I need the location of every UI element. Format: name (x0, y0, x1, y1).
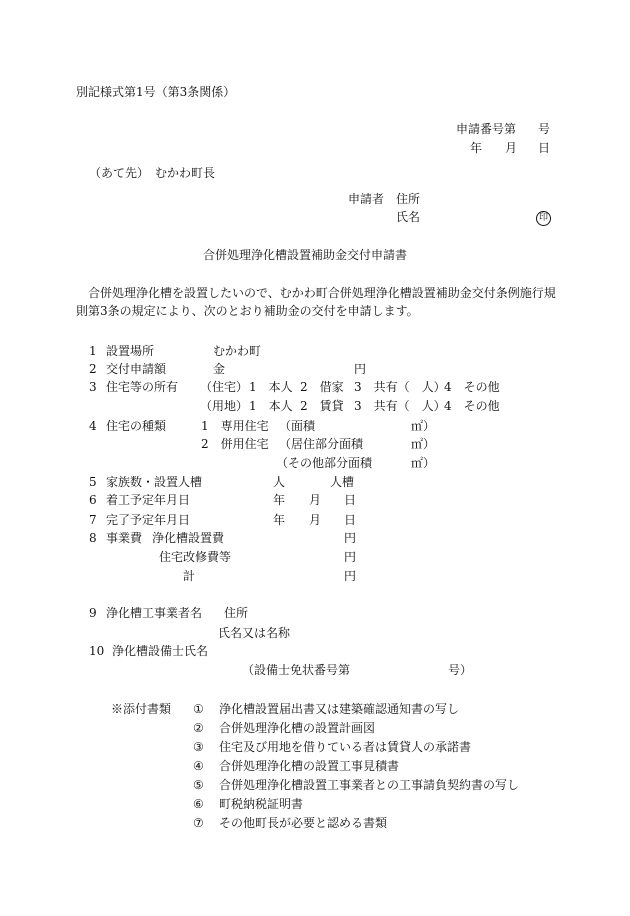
item-3-row1-kind: （住宅） (200, 380, 249, 394)
item-9-name-label: 氏名又は名称 (218, 626, 291, 640)
item-8-number: 8 (89, 531, 97, 545)
application-number-suffix: 号 (538, 122, 551, 136)
addressee: （あて先） むかわ町長 (89, 166, 216, 180)
item-10-license-suffix: 号） (448, 663, 473, 677)
item-4-opt1-unit: ㎡） (411, 419, 436, 433)
item-9-number: 9 (89, 606, 97, 620)
attachment-mark: ① (193, 702, 204, 716)
item-3-row1-opt4: 4 その他 (444, 380, 500, 394)
attachment-text: 浄化槽設置届出書又は建築確認通知書の写し (219, 702, 460, 716)
item-2-prefix: 金 (213, 362, 226, 376)
item-7-number: 7 (89, 513, 97, 527)
attachment-mark: ② (193, 721, 204, 735)
item-5-label: 家族数・設置人槽 (106, 475, 203, 489)
item-3-row1-opt2: 2 借家 (300, 380, 344, 394)
item-4-label: 住宅の種類 (106, 419, 167, 433)
intro-text-line2: 則第3条の規定により、次のとおり補助金の交付を申請します。 (76, 304, 419, 318)
date-month: 月 (505, 141, 518, 155)
item-5-unit-tank: 人槽 (330, 475, 355, 489)
attachment-mark: ⑦ (193, 816, 204, 830)
item-7-label: 完了予定年月日 (106, 513, 191, 527)
item-4-opt2-area: （居住部分面積 (279, 437, 364, 451)
item-8-total-unit: 円 (344, 569, 357, 583)
item-4-opt2-other-area: （その他部分面積 (276, 456, 373, 470)
item-3-row1-opt3: 3 共有（ 人） (354, 380, 446, 394)
item-4-opt1-area: （面積 (279, 419, 316, 433)
item-7-year: 年 (273, 513, 286, 527)
item-6-month: 月 (309, 493, 322, 507)
date-year: 年 (470, 141, 483, 155)
attachment-mark: ⑤ (193, 778, 204, 792)
intro-text-line1: 合併処理浄化槽を設置したいので、むかわ町合併処理浄化槽設置補助金交付条例施行規 (88, 286, 556, 300)
item-6-number: 6 (89, 493, 97, 507)
item-3-row2-opt2: 2 賃貸 (300, 399, 344, 413)
item-2-label: 交付申請額 (106, 362, 167, 376)
item-3-row2-opt4: 4 その他 (444, 399, 500, 413)
item-10-number: 10 (89, 644, 105, 658)
attachment-text: 住宅及び用地を借りている者は賃貸人の承諾書 (219, 740, 472, 754)
item-3-number: 3 (89, 380, 97, 394)
item-8-label: 事業費 (106, 531, 143, 545)
item-3-row2-kind: （用地） (200, 399, 249, 413)
form-reference: 別記様式第1号（第3条関係） (76, 85, 236, 99)
attachment-text: 合併処理浄化槽の設置計画図 (219, 721, 376, 735)
item-8-sub1-unit: 円 (344, 531, 357, 545)
attachment-text: 合併処理浄化槽設置工事業者との工事請負契約書の写し (219, 778, 520, 792)
item-5-unit-people: 人 (273, 475, 286, 489)
item-3-row2-opt3: 3 共有（ 人） (354, 399, 446, 413)
item-9-label: 浄化槽工事業者名 (106, 606, 203, 620)
item-2-unit: 円 (354, 362, 367, 376)
applicant-address-label: 住所 (396, 192, 421, 206)
attachment-text: 町税納税証明書 (219, 797, 304, 811)
attachment-text: その他町長が必要と認める書類 (219, 816, 388, 830)
applicant-seal (536, 208, 551, 226)
applicant-label: 申請者 (348, 192, 385, 206)
item-8-sub2-label: 住宅改修費等 (159, 550, 232, 564)
attachments-label: ※添付書類 (111, 702, 172, 716)
item-9-address-label: 住所 (224, 606, 249, 620)
item-4-opt2-unit: ㎡） (411, 437, 436, 451)
seal-mark: 印 (536, 211, 551, 226)
item-4-number: 4 (89, 419, 97, 433)
application-number-label: 申請番号第 (456, 122, 517, 136)
attachment-mark: ③ (193, 740, 204, 754)
item-4-opt1: 1 専用住宅 (201, 419, 269, 433)
item-2-number: 2 (89, 362, 97, 376)
item-8-total-label: 計 (183, 569, 196, 583)
item-8-sub1-label: 浄化槽設置費 (152, 531, 225, 545)
item-6-year: 年 (273, 493, 286, 507)
item-8-sub2-unit: 円 (344, 550, 357, 564)
item-10-license-prefix: （設備士免状番号第 (242, 663, 351, 677)
attachment-mark: ⑥ (193, 797, 204, 811)
item-7-month: 月 (309, 513, 322, 527)
item-1-value: むかわ町 (213, 344, 262, 358)
item-4-opt2: 2 併用住宅 (201, 437, 269, 451)
item-5-number: 5 (89, 475, 97, 489)
applicant-name-label: 氏名 (396, 210, 421, 224)
item-10-label: 浄化槽設備士氏名 (112, 644, 209, 658)
item-3-row2-opt1: 1 本人 (249, 399, 293, 413)
item-1-label: 設置場所 (106, 344, 155, 358)
item-6-label: 着工予定年月日 (106, 493, 191, 507)
item-1-number: 1 (89, 344, 97, 358)
item-6-day: 日 (344, 493, 357, 507)
date-day: 日 (538, 141, 551, 155)
attachment-mark: ④ (193, 759, 204, 773)
item-3-label: 住宅等の所有 (106, 380, 179, 394)
item-7-day: 日 (344, 513, 357, 527)
attachment-text: 合併処理浄化槽の設置工事見積書 (219, 759, 400, 773)
item-4-opt2-other-unit: ㎡） (411, 456, 436, 470)
document-title: 合併処理浄化槽設置補助金交付申請書 (203, 248, 408, 262)
item-3-row1-opt1: 1 本人 (249, 380, 293, 394)
